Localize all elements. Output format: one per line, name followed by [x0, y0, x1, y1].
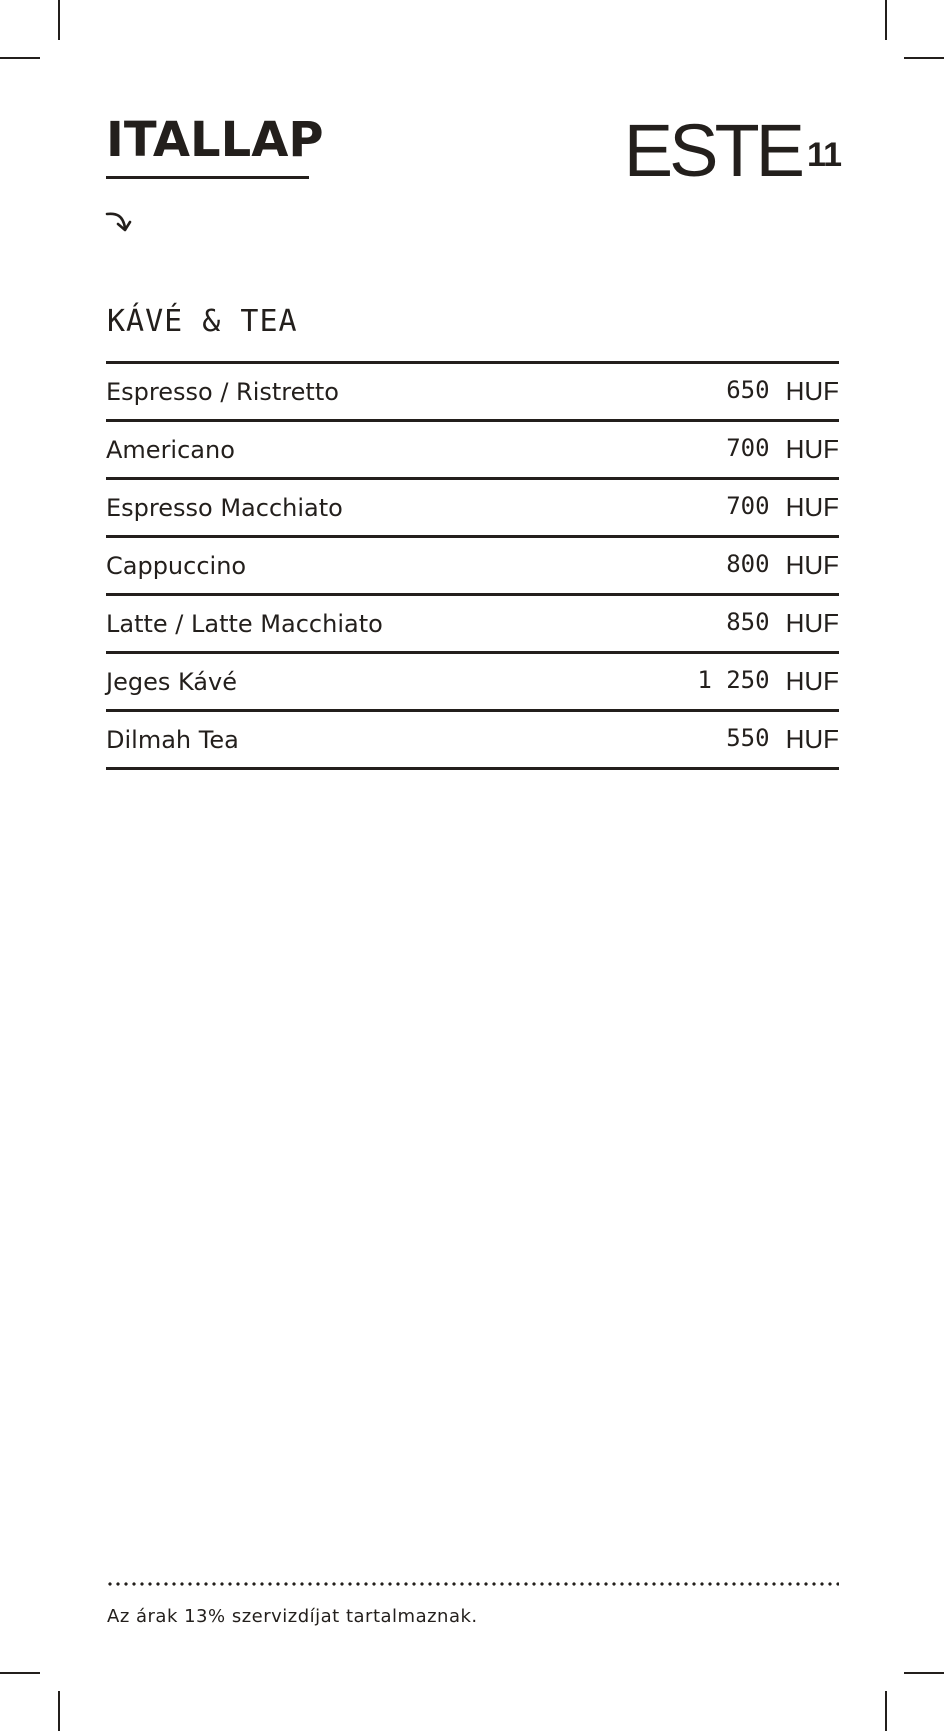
item-price — [726, 724, 839, 755]
crop-mark-top-right-horizontal — [904, 57, 944, 59]
crop-mark-bottom-right-vertical — [885, 1691, 887, 1731]
item-price — [726, 492, 839, 523]
price-currency: HUF — [785, 666, 839, 696]
price-value: 700 — [726, 492, 770, 520]
item-name: Espresso Macchiato — [106, 493, 343, 522]
menu-row — [106, 712, 839, 770]
logo-superscript: 11 — [807, 136, 841, 174]
menu-row — [106, 422, 839, 480]
dotted-divider — [106, 1582, 839, 1586]
menu-row — [106, 654, 839, 712]
curved-arrow-down-right-icon — [104, 206, 136, 238]
menu-row — [106, 596, 839, 654]
brand-logo — [623, 109, 841, 192]
price-value: 800 — [726, 550, 770, 578]
crop-mark-bottom-right-horizontal — [904, 1672, 944, 1674]
item-price — [726, 376, 839, 407]
crop-mark-top-left-horizontal — [0, 57, 40, 59]
crop-mark-bottom-left-vertical — [58, 1691, 60, 1731]
price-currency: HUF — [785, 550, 839, 580]
item-name: Americano — [106, 435, 235, 464]
item-name: Cappuccino — [106, 551, 247, 580]
price-value: 850 — [726, 608, 770, 636]
menu-list — [106, 361, 839, 770]
crop-mark-top-right-vertical — [885, 0, 887, 40]
price-currency: HUF — [785, 492, 839, 522]
section-title: KÁVÉ & TEA — [107, 304, 298, 339]
item-name: Latte / Latte Macchiato — [106, 609, 383, 638]
menu-row — [106, 364, 839, 422]
menu-row — [106, 538, 839, 596]
item-name: Dilmah Tea — [106, 725, 239, 754]
price-currency: HUF — [785, 376, 839, 406]
price-value: 550 — [726, 724, 770, 752]
item-price — [726, 608, 839, 639]
item-name: Jeges Kávé — [106, 667, 237, 696]
crop-mark-top-left-vertical — [58, 0, 60, 40]
price-currency: HUF — [785, 434, 839, 464]
price-value: 700 — [726, 434, 770, 462]
price-value: 650 — [726, 376, 770, 404]
footer-note: Az árak 13% szervizdíjat tartalmaznak. — [107, 1606, 478, 1627]
item-name: Espresso / Ristretto — [106, 377, 339, 406]
title-underline — [106, 176, 309, 179]
menu-row — [106, 480, 839, 538]
logo-text: ESTE — [623, 109, 802, 192]
item-price — [697, 666, 839, 697]
price-currency: HUF — [785, 608, 839, 638]
price-value: 1 250 — [697, 666, 770, 694]
item-price — [726, 434, 839, 465]
crop-mark-bottom-left-horizontal — [0, 1672, 40, 1674]
page-title: ITALLAP — [106, 112, 324, 168]
item-price — [726, 550, 839, 581]
price-currency: HUF — [785, 724, 839, 754]
